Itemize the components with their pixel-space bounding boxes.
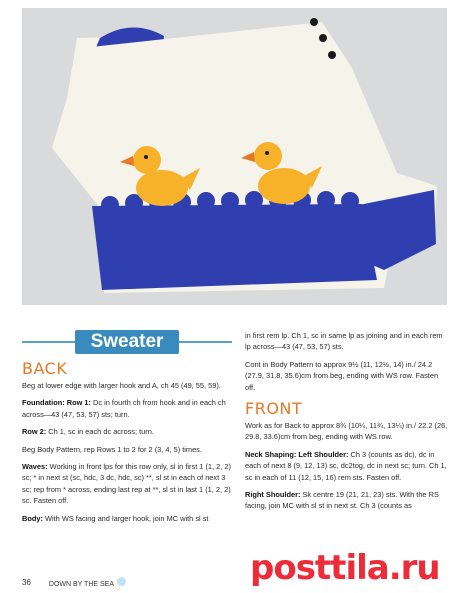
row2 bbox=[22, 426, 232, 437]
body-pattern: Beg Body Pattern, rep Rows 1 to 2 for 2 (3, 4, 5) times. bbox=[22, 444, 202, 454]
waves-label: Waves: bbox=[22, 462, 48, 472]
back-intro: Beg at lower edge with larger hook and A, ch 45 (49, 55, 59). bbox=[22, 381, 221, 390]
row1-text: Dc in fourth ch from hook and in each ch across—43 (47, 53, 57) sts; turn. bbox=[22, 398, 226, 419]
neck-shaping bbox=[245, 449, 450, 483]
row1-label: Foundation: Row 1: bbox=[22, 398, 91, 408]
back-heading: BACK bbox=[22, 359, 68, 378]
body-continued: in first rem lp. Ch 1, sc in same lp as joining and in each rem lp across—43 (47, 53, 57) sts. bbox=[245, 331, 443, 352]
button-2 bbox=[319, 34, 327, 42]
body bbox=[22, 513, 232, 524]
sweater-photo bbox=[22, 8, 447, 305]
front-heading: FRONT bbox=[245, 399, 303, 419]
body-text: With WS facing and larger hook, join MC with sl st bbox=[42, 513, 209, 523]
right-column bbox=[245, 330, 450, 518]
section-banner bbox=[22, 330, 232, 354]
body-pattern-continued: Cont in Body Pattern to approx 9½ (11, 12½, 14) in./ 24.2 (27.9, 31.8, 35.6)cm from beg, ending with WS row. Fasten off. bbox=[245, 359, 439, 392]
waves bbox=[22, 461, 232, 507]
left-column bbox=[22, 330, 232, 530]
row2-text: Ch 1, sc in each dc across; turn. bbox=[46, 427, 154, 437]
button-1 bbox=[310, 18, 318, 26]
watermark bbox=[250, 548, 440, 588]
bubble-icon bbox=[117, 577, 126, 586]
waves-text: Working in front lps for this row only, sl in first 1 (1, 2, 2) sc; * in next st (sc, hdc, 3 dc, hdc, sc) **, sl st in each of next 3 sc; rep from * across, ending last rep at **, sl st in last 1 (1, 2, 2) sc. Fasten off. bbox=[22, 462, 231, 506]
front-intro: Work as for Back to approx 8¾ (10¼, 11¾, 13¼) in./ 22.2 (26, 29.8, 33.6)cm from beg, ending with WS row. bbox=[245, 421, 448, 442]
sweater-illustration bbox=[22, 8, 447, 305]
book-title: DOWN BY THE SEA bbox=[49, 577, 126, 588]
button-3 bbox=[328, 51, 336, 59]
neck-label: Neck Shaping: Left Shoulder: bbox=[245, 449, 349, 459]
rs-label: Right Shoulder: bbox=[245, 490, 301, 500]
rs-text: Sk centre 19 (21, 21, 23) sts. With the RS facing, join MC with sl st in next st. Ch 3 (counts as bbox=[245, 490, 439, 511]
bottom-band bbox=[92, 204, 377, 290]
page-footer bbox=[22, 577, 126, 588]
section-title: Sweater bbox=[75, 330, 180, 354]
body-label: Body: bbox=[22, 513, 43, 523]
page-number: 36 bbox=[22, 578, 31, 587]
row2-label: Row 2: bbox=[22, 427, 47, 437]
foundation-row1 bbox=[22, 397, 232, 420]
right-shoulder bbox=[245, 489, 450, 512]
watermark-text: posttila.ru bbox=[250, 548, 440, 588]
neck-text: Ch 3 (counts as dc), dc in each of next 8 (9, 12, 13) sc, dc2tog, dc in next sc; turn. Ch 1, sc in each of 11 (12, 15, 16) rem sts. Fasten off. bbox=[245, 449, 447, 482]
